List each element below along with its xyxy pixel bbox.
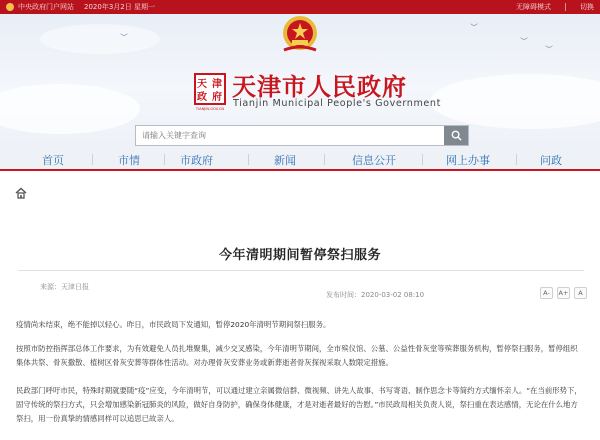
bird-icon: ︶ xyxy=(120,33,128,42)
nav-item-online-services[interactable]: 网上办事 xyxy=(446,154,490,167)
nav-item-city-info[interactable]: 市情 xyxy=(118,154,140,167)
divider xyxy=(18,270,584,271)
nav-separator xyxy=(164,154,165,165)
article-source: 来源：天津日报 xyxy=(40,283,89,291)
nav-item-info-disclosure[interactable]: 信息公开 xyxy=(352,154,396,167)
bird-icon: ︶ xyxy=(520,37,528,46)
article-publish-time: 发布时间：2020-03-02 08:10 xyxy=(326,291,425,299)
nav-item-inquiry[interactable]: 问政 xyxy=(540,154,562,167)
national-emblem-icon xyxy=(6,3,14,11)
article-paragraph: 按照市防控指挥部总体工作要求，为有效避免人员扎堆聚集，减少交叉感染，今年清明节期间，全市殡仪馆、公墓、公益性骨灰堂等殡葬服务机构，暂停祭扫服务，暂停组织集体共祭、骨灰撒散、植树区骨灰安葬等群体性活动。对办理骨灰安葬业务或新葬逝者骨灰探视采取人数限定措施。 xyxy=(16,344,578,367)
central-portal-link[interactable]: 中央政府门户网站 xyxy=(18,3,74,11)
bird-icon: ︶ xyxy=(470,23,478,32)
svg-text:府: 府 xyxy=(212,92,222,103)
cloud-decoration xyxy=(40,24,160,54)
svg-text:津: 津 xyxy=(212,79,222,90)
main-nav xyxy=(0,148,600,171)
nav-item-news[interactable]: 新闻 xyxy=(274,154,296,167)
svg-text:政: 政 xyxy=(197,92,207,103)
article-paragraph: 民政部门呼吁市民，特殊时期就要随“疫”应变，今年清明节，可以通过建立亲属微信群、微视频、讲先人故事、书写寄语、制作思念卡等简约方式缅怀亲人。“在当前形势下，固守传统的祭扫方式，只会增加感染新冠肺炎的风险，做好自身防护，确保身体健康，才是对逝者最好的告慰。”市民政局相关负责人说，祭扫重在表达感情，无论在什么地方祭扫，用一份真挚的情感同样可以追思已故亲人。 xyxy=(16,386,582,423)
nav-item-government[interactable]: 市政府 xyxy=(180,154,213,167)
article-paragraph: 疫情尚未结束，绝不能掉以轻心。昨日，市民政局下发通知，暂停2020年清明节期间祭扫服务。 xyxy=(16,320,331,329)
cloud-decoration xyxy=(0,84,140,134)
svg-text:天: 天 xyxy=(197,79,207,90)
font-increase-button[interactable]: A+ xyxy=(558,289,569,297)
top-bar-left xyxy=(6,2,155,12)
article-title: 今年清明期间暂停祭扫服务 xyxy=(218,248,381,263)
nav-item-home[interactable]: 首页 xyxy=(42,154,64,167)
top-bar xyxy=(0,0,600,14)
font-decrease-button[interactable]: A- xyxy=(540,287,553,299)
site-header xyxy=(0,14,600,148)
bird-icon: ︶ xyxy=(545,45,553,54)
font-reset-button[interactable]: A xyxy=(574,287,587,299)
nav-separator xyxy=(422,154,423,165)
top-bar-right xyxy=(516,2,594,12)
site-title[interactable]: 天津市人民政府 xyxy=(232,72,407,101)
switch-link[interactable]: 切换 xyxy=(580,3,594,11)
topbar-divider xyxy=(565,3,566,11)
national-emblem-icon xyxy=(278,14,322,54)
nav-separator xyxy=(324,154,325,165)
search-input[interactable] xyxy=(136,126,444,145)
cloud-decoration xyxy=(430,74,600,129)
site-subtitle: Tianjin Municipal People's Government xyxy=(233,98,441,109)
nav-separator xyxy=(248,154,249,165)
search-icon xyxy=(451,130,462,141)
search-button[interactable] xyxy=(444,126,468,145)
search-box xyxy=(135,125,469,146)
location-home-icon[interactable] xyxy=(14,186,28,200)
current-date: 2020年3月2日 星期一 xyxy=(84,3,155,11)
tianjin-seal-logo xyxy=(193,72,227,112)
nav-separator xyxy=(516,154,517,165)
nav-separator xyxy=(92,154,93,165)
accessibility-mode-link[interactable]: 无障碍模式 xyxy=(516,3,551,11)
svg-text:TIANJIN.GOV.CN: TIANJIN.GOV.CN xyxy=(195,107,225,111)
